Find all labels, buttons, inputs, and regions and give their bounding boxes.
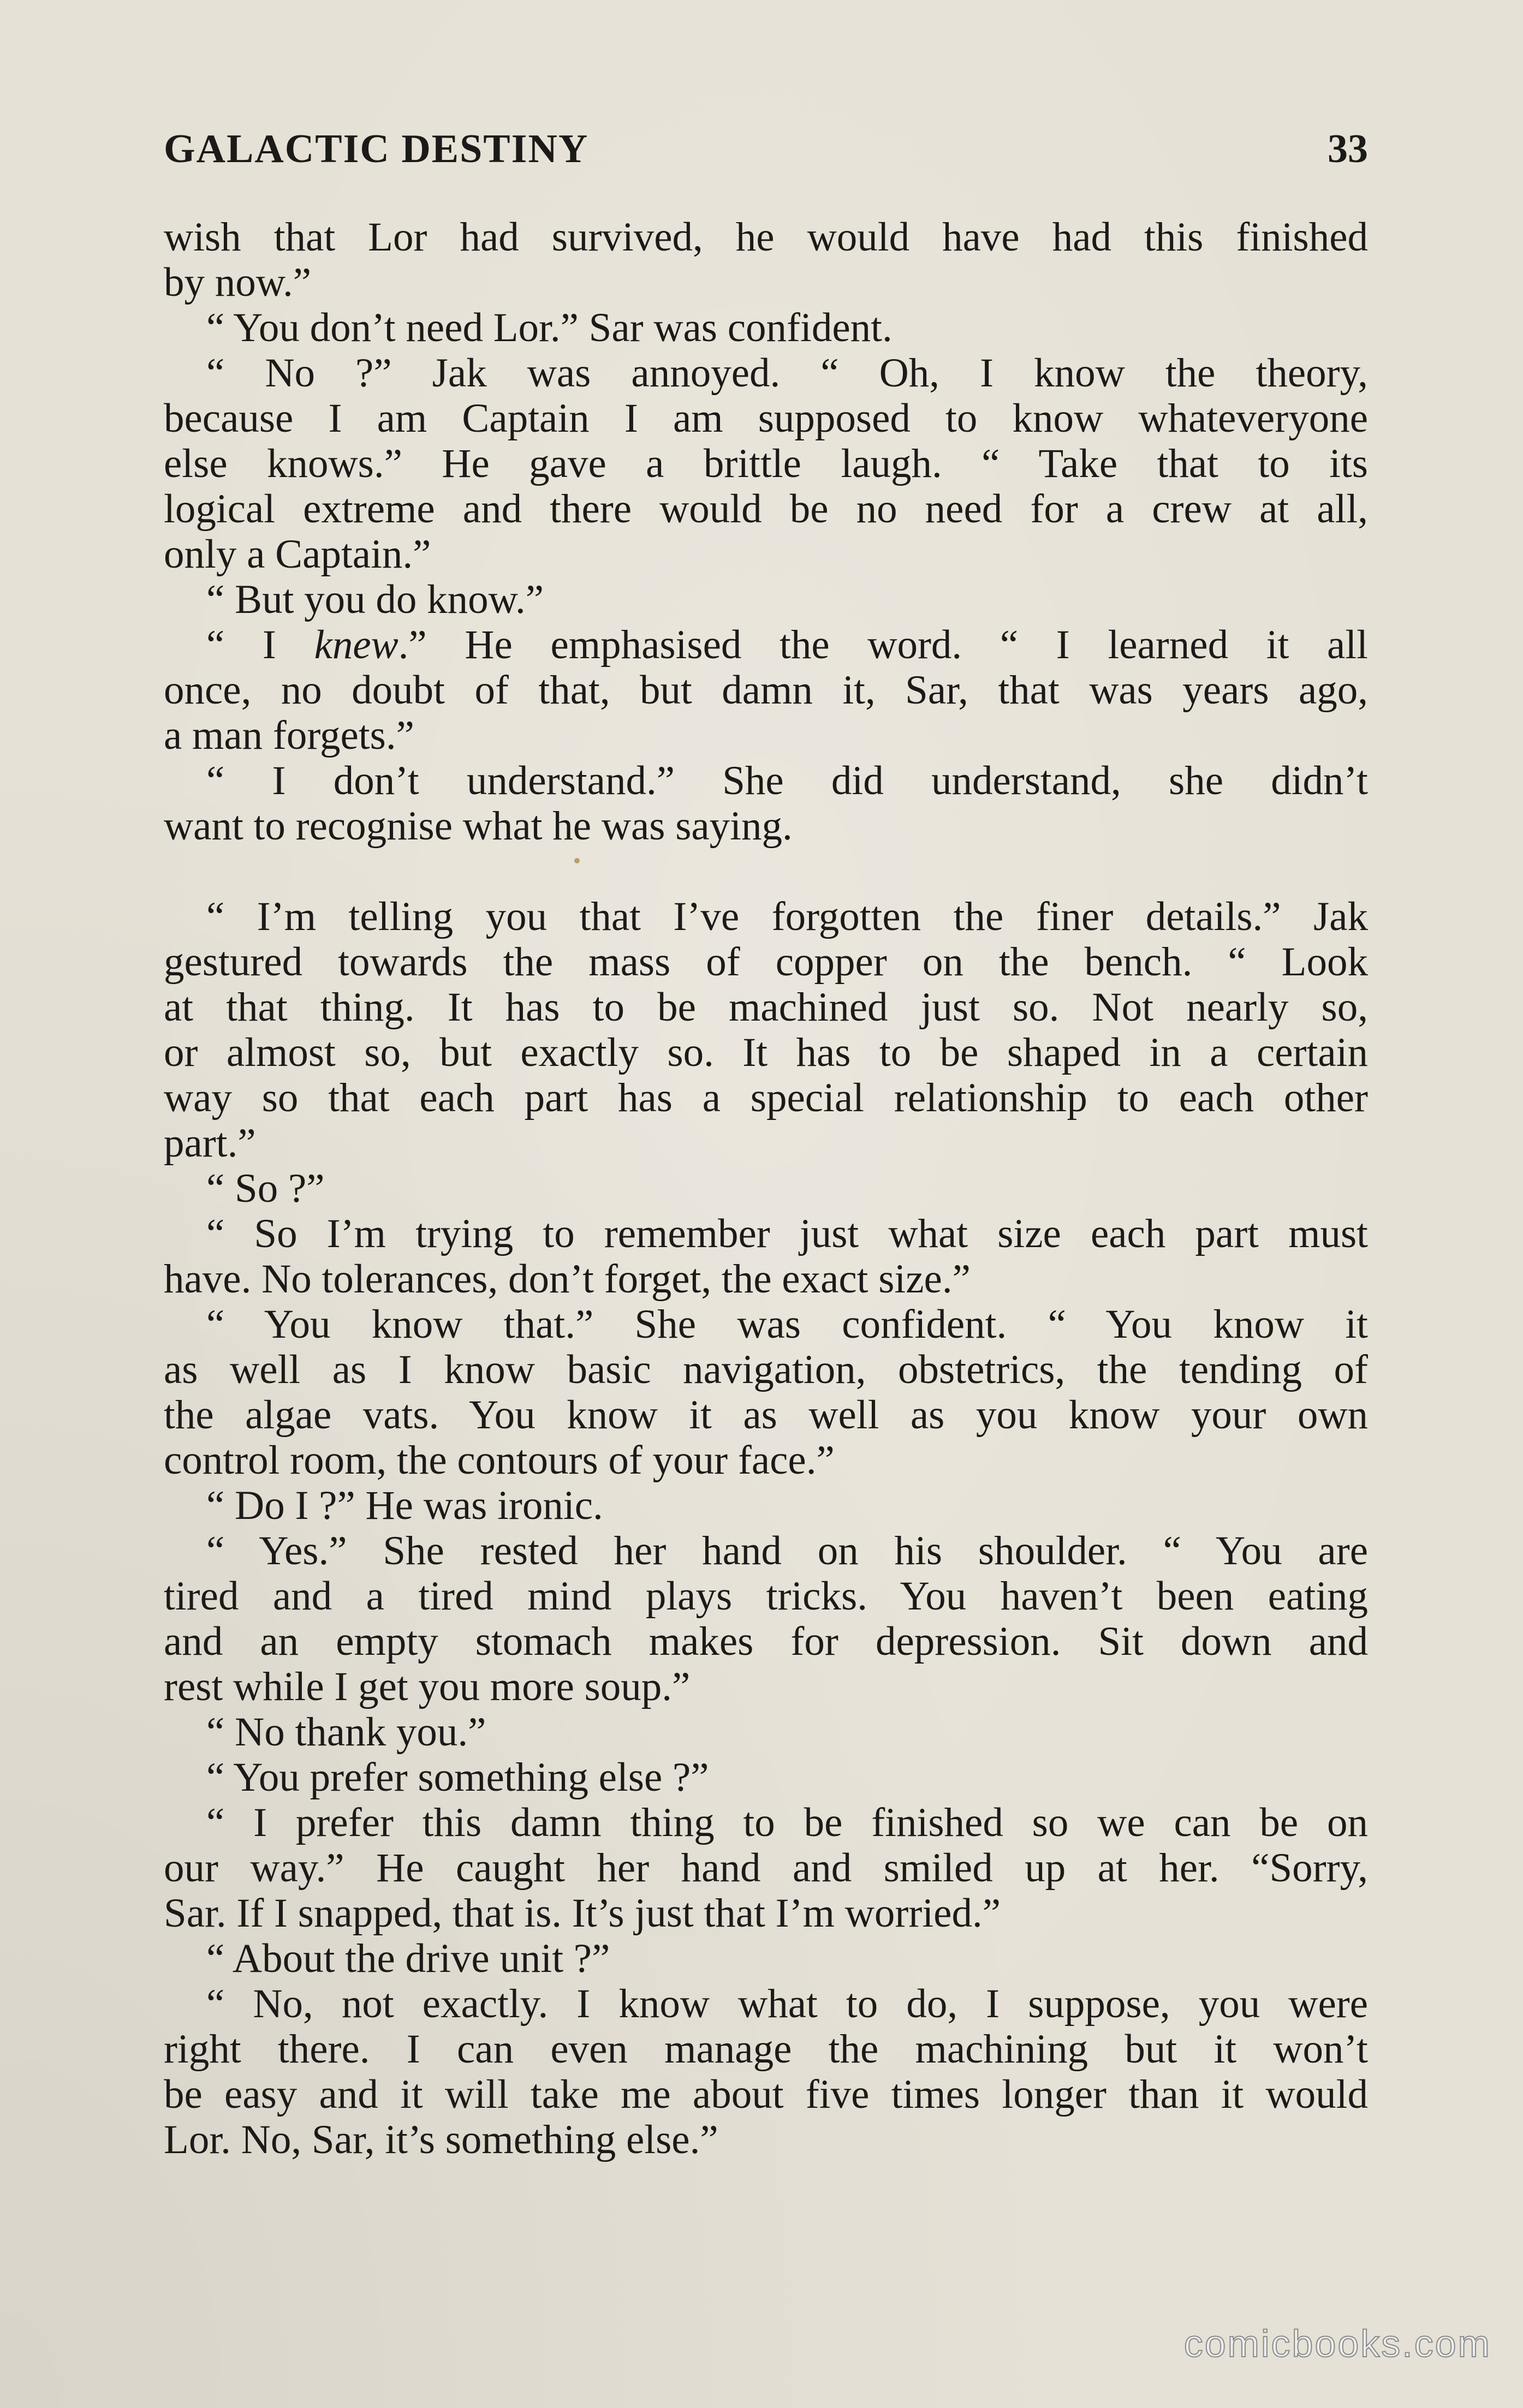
text-line: “ No thank you.” xyxy=(206,1709,486,1755)
text-run: “ I xyxy=(206,622,314,667)
text-line: wish that Lor had survived, he would have had this finished xyxy=(164,214,1368,260)
text-line: part.” xyxy=(164,1120,256,1166)
text-line: be easy and it will take me about five times longer than it would xyxy=(164,2072,1368,2117)
text-line: “ But you do know.” xyxy=(206,577,544,622)
text-run: .” He emphasised the word. “ I learned it all xyxy=(398,622,1369,667)
page-header xyxy=(164,124,1368,174)
body-text xyxy=(164,214,1368,2162)
text-line: Sar. If I snapped, that is. It’s just that I’m worried.” xyxy=(164,1891,1001,1936)
text-line: “ You prefer something else ?” xyxy=(206,1755,709,1800)
text-line: at that thing. It has to be machined just so. Not nearly so, xyxy=(164,985,1368,1030)
text-line: and an empty stomach makes for depression. Sit down and xyxy=(164,1619,1368,1664)
text-line: “ No ?” Jak was annoyed. “ Oh, I know the theory, xyxy=(206,350,1368,396)
text-line: have. No tolerances, don’t forget, the exact size.” xyxy=(164,1256,971,1302)
text-line: “ No, not exactly. I know what to do, I suppose, you were xyxy=(206,1981,1368,2026)
text-line: only a Captain.” xyxy=(164,532,431,577)
text-line: by now.” xyxy=(164,260,312,305)
text-line: “ I prefer this damn thing to be finished so we can be on xyxy=(206,1800,1368,1845)
text-line: “ So ?” xyxy=(206,1166,325,1211)
italic-word: knew xyxy=(314,622,398,667)
text-line: a man forgets.” xyxy=(164,713,414,758)
text-line xyxy=(164,622,1368,667)
watermark: comicbooks.com xyxy=(1183,2322,1491,2365)
text-line: “ I’m telling you that I’ve forgotten the finer details.” Jak xyxy=(206,894,1368,939)
text-line: our way.” He caught her hand and smiled up at her. “Sorry, xyxy=(164,1845,1368,1891)
paragraph-gap xyxy=(164,849,1368,894)
text-line: as well as I know basic navigation, obstetrics, the tending of xyxy=(164,1347,1368,1392)
running-title: GALACTIC DESTINY xyxy=(164,127,589,171)
text-line: Lor. No, Sar, it’s something else.” xyxy=(164,2117,718,2162)
text-line: else knows.” He gave a brittle laugh. “ Take that to its xyxy=(164,441,1368,486)
text-line: way so that each part has a special relationship to each other xyxy=(164,1075,1368,1120)
text-line: rest while I get you more soup.” xyxy=(164,1664,691,1709)
text-line: “ Do I ?” He was ironic. xyxy=(206,1483,603,1528)
text-line: tired and a tired mind plays tricks. You haven’t been eating xyxy=(164,1573,1368,1619)
text-line: or almost so, but exactly so. It has to be shaped in a certain xyxy=(164,1030,1368,1075)
text-line: “ Yes.” She rested her hand on his shoulder. “ You are xyxy=(206,1528,1368,1573)
text-line: “ You don’t need Lor.” Sar was confident. xyxy=(206,305,893,350)
text-line: “ About the drive unit ?” xyxy=(206,1936,610,1981)
text-line: want to recognise what he was saying. xyxy=(164,803,793,849)
text-line: “ So I’m trying to remember just what size each part must xyxy=(206,1211,1368,1256)
text-line: “ You know that.” She was confident. “ You know it xyxy=(206,1302,1368,1347)
text-line: right there. I can even manage the machining but it won’t xyxy=(164,2026,1368,2072)
page-number: 33 xyxy=(1328,127,1368,171)
text-line: the algae vats. You know it as well as you know your own xyxy=(164,1392,1368,1438)
text-line: control room, the contours of your face.” xyxy=(164,1438,835,1483)
text-line: gestured towards the mass of copper on the bench. “ Look xyxy=(164,939,1368,985)
paper-speck xyxy=(574,858,580,863)
text-line: because I am Captain I am supposed to know whateveryone xyxy=(164,396,1368,441)
text-line: “ I don’t understand.” She did understand, she didn’t xyxy=(206,758,1368,803)
text-line: once, no doubt of that, but damn it, Sar, that was years ago, xyxy=(164,667,1368,713)
text-line: logical extreme and there would be no need for a crew at all, xyxy=(164,486,1368,532)
